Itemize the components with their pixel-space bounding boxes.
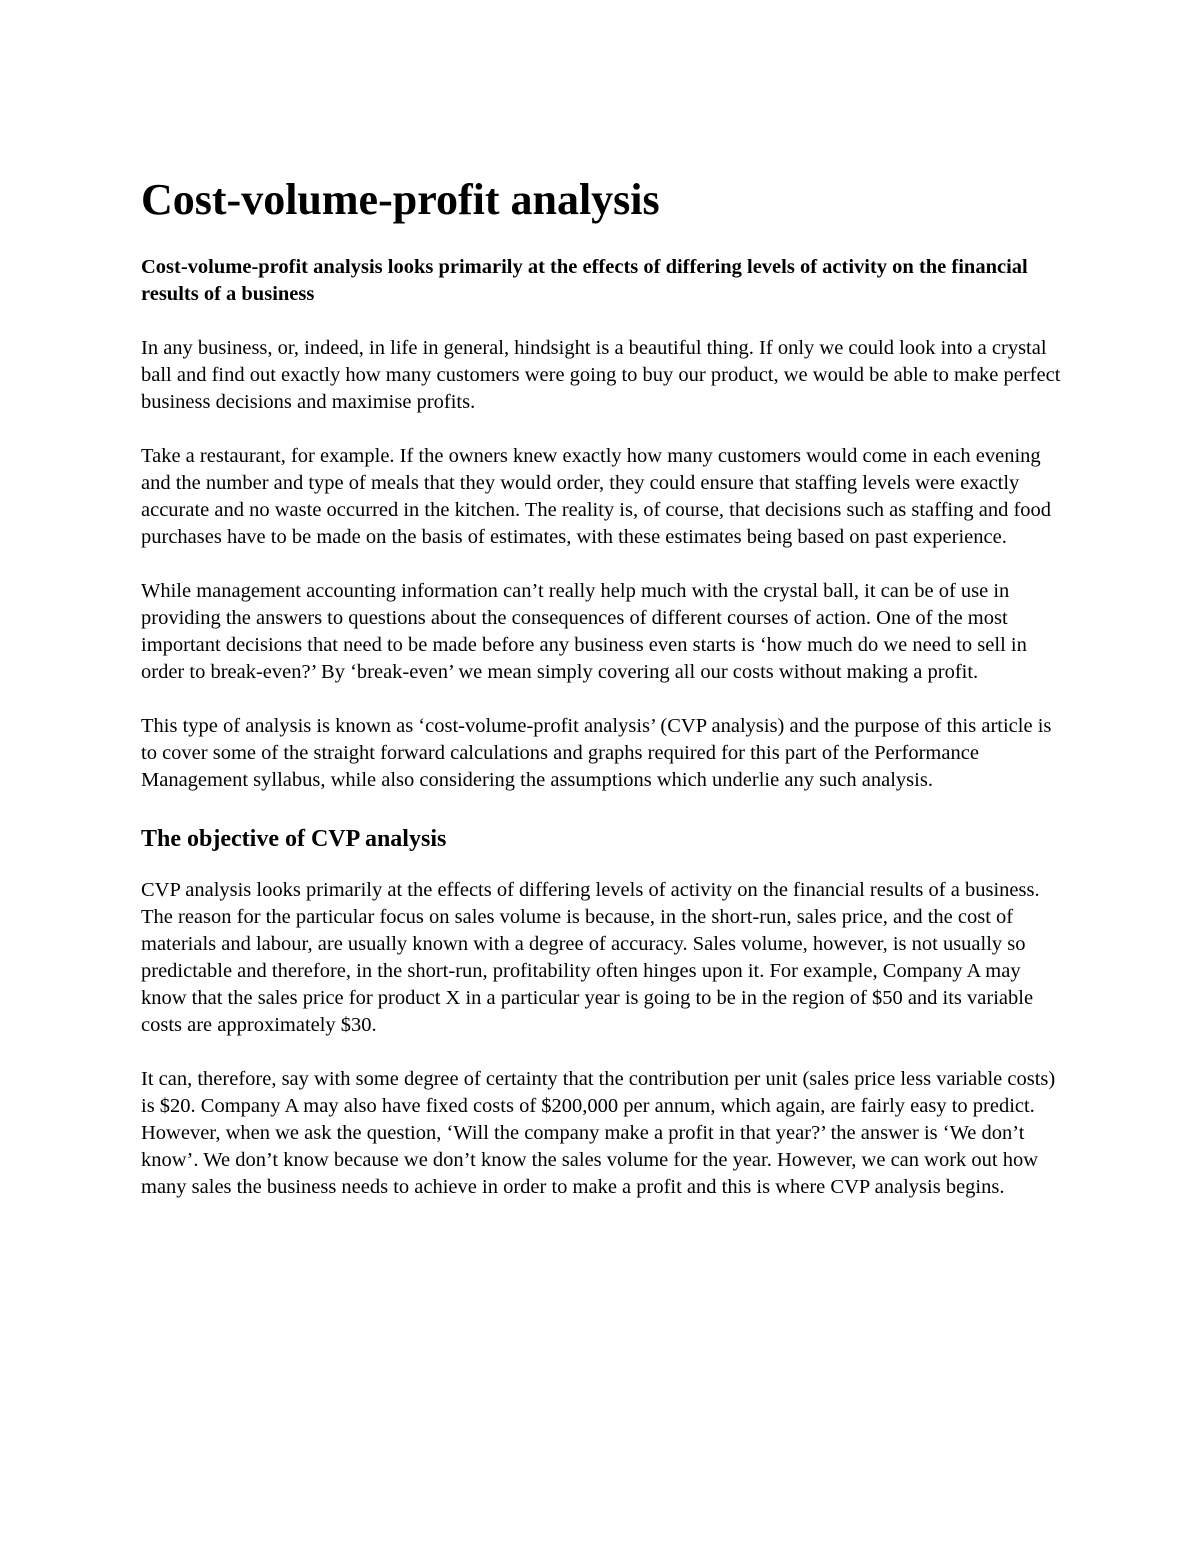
- section-paragraph-1: CVP analysis looks primarily at the effects of differing levels of activity on the financial results of a business. The reason for the particular focus on sales volume is because, in the short-run, sales price, and the cost of materials and labour, are usually known with a degree of accuracy. Sales volume, however, is not usually so predictable and therefore, in the short-run, profitability often hinges upon it. For example, Company A may know that the sales price for product X in a particular year is going to be in the region of $50 and its variable costs are approximately $30.: [141, 879, 1040, 1036]
- intro-paragraph-3: While management accounting information can’t really help much with the crystal ball, it can be of use in providing the answers to questions about the consequences of different courses of action. One of the most important decisions that need to be made before any business even starts is ‘how much do we need to sell in order to break-even?’ By ‘break-even’ we mean simply covering all our costs without making a profit.: [141, 580, 1027, 683]
- section-heading: The objective of CVP analysis: [141, 826, 447, 852]
- lead-paragraph: Cost-volume-profit analysis looks primarily at the effects of differing levels of activity on the financial results of a business: [141, 256, 1028, 305]
- intro-paragraph-1: In any business, or, indeed, in life in general, hindsight is a beautiful thing. If only we could look into a crystal ball and find out exactly how many customers were going to buy our product, we would be able to make perfect business decisions and maximise profits.: [141, 337, 1061, 413]
- page-title: Cost-volume-profit analysis: [141, 175, 660, 224]
- intro-paragraph-2: Take a restaurant, for example. If the owners knew exactly how many customers would come in each evening and the number and type of meals that they would order, they could ensure that staffing levels were exactly accurate and no waste occurred in the kitchen. The reality is, of course, that decisions such as staffing and food purchases have to be made on the basis of estimates, with these estimates being based on past experience.: [141, 445, 1052, 548]
- section-paragraph-2: It can, therefore, say with some degree of certainty that the contribution per unit (sales price less variable costs) is $20. Company A may also have fixed costs of $200,000 per annum, which again, are fairly easy to predict. However, when we ask the question, ‘Will the company make a profit in that year?’ the answer is ‘We don’t know’. We don’t know because we don’t know the sales volume for the year. However, we can work out how many sales the business needs to achieve in order to make a profit and this is where CVP analysis begins.: [141, 1068, 1056, 1198]
- document-page: [141, 170, 1061, 1228]
- intro-paragraph-4: This type of analysis is known as ‘cost-volume-profit analysis’ (CVP analysis) and the purpose of this article is to cover some of the straight forward calculations and graphs required for this part of the Performance Management syllabus, while also considering the assumptions which underlie any such analysis.: [141, 715, 1052, 791]
